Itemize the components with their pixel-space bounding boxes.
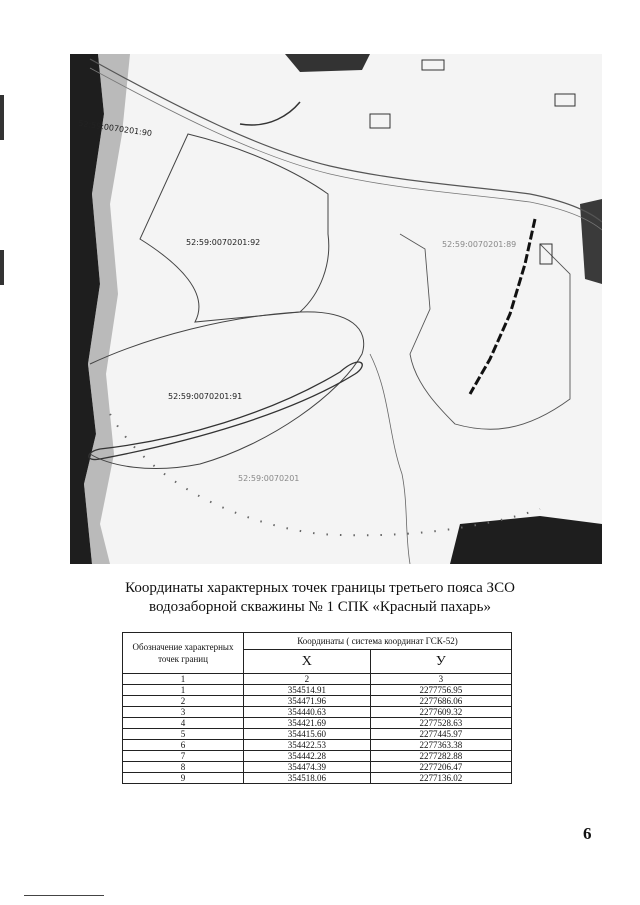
parcel-label: 52:59:0070201 <box>238 474 300 483</box>
oval-feature <box>89 362 362 460</box>
x-value: 354421.69 <box>244 718 371 729</box>
table-row <box>123 751 512 762</box>
x-value: 354415.60 <box>244 729 371 740</box>
x-value: 354514.91 <box>244 685 371 696</box>
y-value: 2277206.47 <box>370 762 511 773</box>
parcel-89-boundary <box>400 234 570 429</box>
point-number: 7 <box>123 751 244 762</box>
parcel-92-boundary <box>140 134 329 322</box>
header-coordinates: Координаты ( система координат ГСК-52) <box>244 633 512 650</box>
table-row <box>123 718 512 729</box>
column-number: 2 <box>244 674 371 685</box>
y-value: 2277445.97 <box>370 729 511 740</box>
point-number: 6 <box>123 740 244 751</box>
road <box>90 59 602 222</box>
scan-shadow-bottom <box>450 516 602 564</box>
y-value: 2277609.32 <box>370 707 511 718</box>
point-number: 1 <box>123 685 244 696</box>
y-value: 2277136.02 <box>370 773 511 784</box>
parcel-label: 52:59:0070201:92 <box>186 238 261 247</box>
caption-line-1: Координаты характерных точек границы третьего пояса ЗСО <box>125 580 515 596</box>
parcel-label: 52:59:0070201:89 <box>442 240 517 249</box>
table-row <box>123 696 512 707</box>
table-row <box>123 685 512 696</box>
table-caption <box>60 579 580 617</box>
x-value: 354440.63 <box>244 707 371 718</box>
point-number: 4 <box>123 718 244 729</box>
page-number: 6 <box>583 824 592 843</box>
footnote-rule <box>24 895 104 896</box>
table-row <box>123 707 512 718</box>
table-row <box>123 762 512 773</box>
parcel-label: 52:59:0070201:91 <box>168 392 243 401</box>
scan-shadow-top <box>285 54 370 72</box>
table-row <box>123 773 512 784</box>
point-number: 5 <box>123 729 244 740</box>
stream-line <box>370 354 410 564</box>
building <box>555 94 575 106</box>
sanitary-zone-boundary <box>110 414 540 535</box>
y-value: 2277528.63 <box>370 718 511 729</box>
column-number: 3 <box>370 674 511 685</box>
table-row <box>123 729 512 740</box>
x-value: 354422.53 <box>244 740 371 751</box>
y-value: 2277282.88 <box>370 751 511 762</box>
x-value: 354442.28 <box>244 751 371 762</box>
x-value: 354474.39 <box>244 762 371 773</box>
y-value: 2277363.38 <box>370 740 511 751</box>
path-line <box>240 102 300 125</box>
point-number: 3 <box>123 707 244 718</box>
point-number: 8 <box>123 762 244 773</box>
y-value: 2277756.95 <box>370 685 511 696</box>
caption-line-2: водозаборной скважины № 1 СПК «Красный пахарь» <box>148 599 492 615</box>
cadastral-map <box>70 54 602 564</box>
column-number: 1 <box>123 674 244 685</box>
y-value: 2277686.06 <box>370 696 511 707</box>
parcel-label: 52:59:0070201:90 <box>77 118 153 139</box>
left-margin-mark <box>0 250 4 285</box>
point-number: 2 <box>123 696 244 707</box>
column-number-row <box>123 674 512 685</box>
x-value: 354518.06 <box>244 773 371 784</box>
header-y: У <box>370 650 511 674</box>
building <box>370 114 390 128</box>
road-edge <box>90 68 602 230</box>
scan-shadow-right <box>580 199 602 284</box>
point-number: 9 <box>123 773 244 784</box>
left-margin-mark <box>0 95 4 140</box>
header-point-label: Обозначение характерных точек границ <box>123 633 244 674</box>
coordinates-table <box>122 632 512 784</box>
building <box>422 60 444 70</box>
x-value: 354471.96 <box>244 696 371 707</box>
header-x: Х <box>244 650 371 674</box>
table-row <box>123 740 512 751</box>
